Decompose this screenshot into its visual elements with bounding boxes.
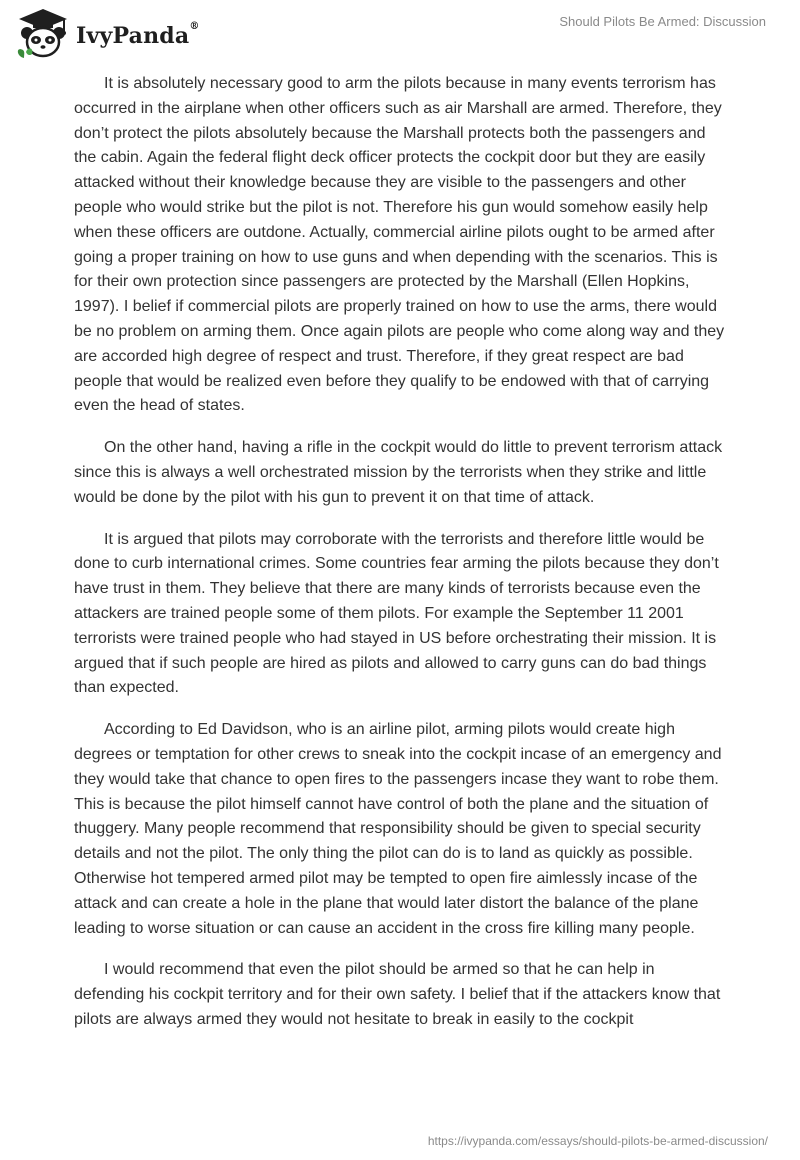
- essay-body: [74, 72, 726, 1050]
- paragraph: It is absolutely necessary good to arm the pilots because in many events terrorism has occurred in the airplane when other officers such as air Marshall are armed. Therefore, they don’t protect the pilots absolutely because the Marshall protects both the passengers and the cabin. Again the federal flight deck officer protects the cockpit door but they are easily attacked without their knowledge because they are visible to the passengers and other people who would strike but the pilot is not. Therefore his gun would somehow easily help when these officers are outdone. Actually, commercial airline pilots ought to be armed after going a proper training on how to use guns and when depending with the scenarios. This is for their own protection since passengers are protected by the Marshall (Ellen Hopkins, 1997). I belief if commercial pilots are properly trained on how to use the arms, there would be no problem on arming them. Once again pilots are people who come along way and they are accorded high degree of respect and trust. Therefore, if they great respect are bad people that would be realized even before they qualify to be endowed with that of carrying even the head of states.: [74, 75, 725, 415]
- paragraph: According to Ed Davidson, who is an airline pilot, arming pilots would create high degrees or temptation for other crews to sneak into the cockpit incase of an emergency and they would take that chance to open fires to the passengers incase they want to robe them. This is because the pilot himself cannot have control of both the plane and the situation of thuggery. Many people recommend that responsibility should be given to special security details and not the pilot. The only thing the pilot can do is to land as quickly as possible. Otherwise hot tempered armed pilot may be tempted to open fire aimlessly incase of the attack and can create a hole in the plane that would later distort the balance of the plane leading to worse situation or can cause an accident in the cross fire killing many people.: [74, 721, 722, 937]
- ivypanda-logo[interactable]: [14, 6, 200, 62]
- paragraph: It is argued that pilots may corroborate with the terrorists and therefore little would be done to curb international crimes. Some countries fear arming the pilots because they don’t have trust in them. They believe that there are many kinds of terrorists because even the attackers are trained people some of them pilots. For example the September 11 2001 terrorists were trained people who had stayed in US before orchestrating their mission. It is argued that if such people are hired as pilots and allowed to carry guns can do bad things than expected.: [74, 530, 719, 697]
- source-url[interactable]: https://ivypanda.com/essays/should-pilots-be-armed-discussion/: [427, 1134, 768, 1148]
- paragraph: On the other hand, having a rifle in the cockpit would do little to prevent terrorism attack since this is always a well orchestrated mission by the terrorists when they strike and little would be done by the pilot with his gun to prevent it on that time of attack.: [74, 439, 723, 506]
- page-header: [0, 0, 800, 70]
- document-title: Should Pilots Be Armed: Discussion: [559, 14, 766, 29]
- panda-graduate-icon: [14, 6, 72, 62]
- paragraph: I would recommend that even the pilot should be armed so that he can help in defending his cockpit territory and for their own safety. I belief that if the attackers know that pilots are always armed they would not hesitate to break in easily to the cockpit: [74, 961, 721, 1028]
- logo-wordmark: IvyPanda®: [76, 21, 200, 49]
